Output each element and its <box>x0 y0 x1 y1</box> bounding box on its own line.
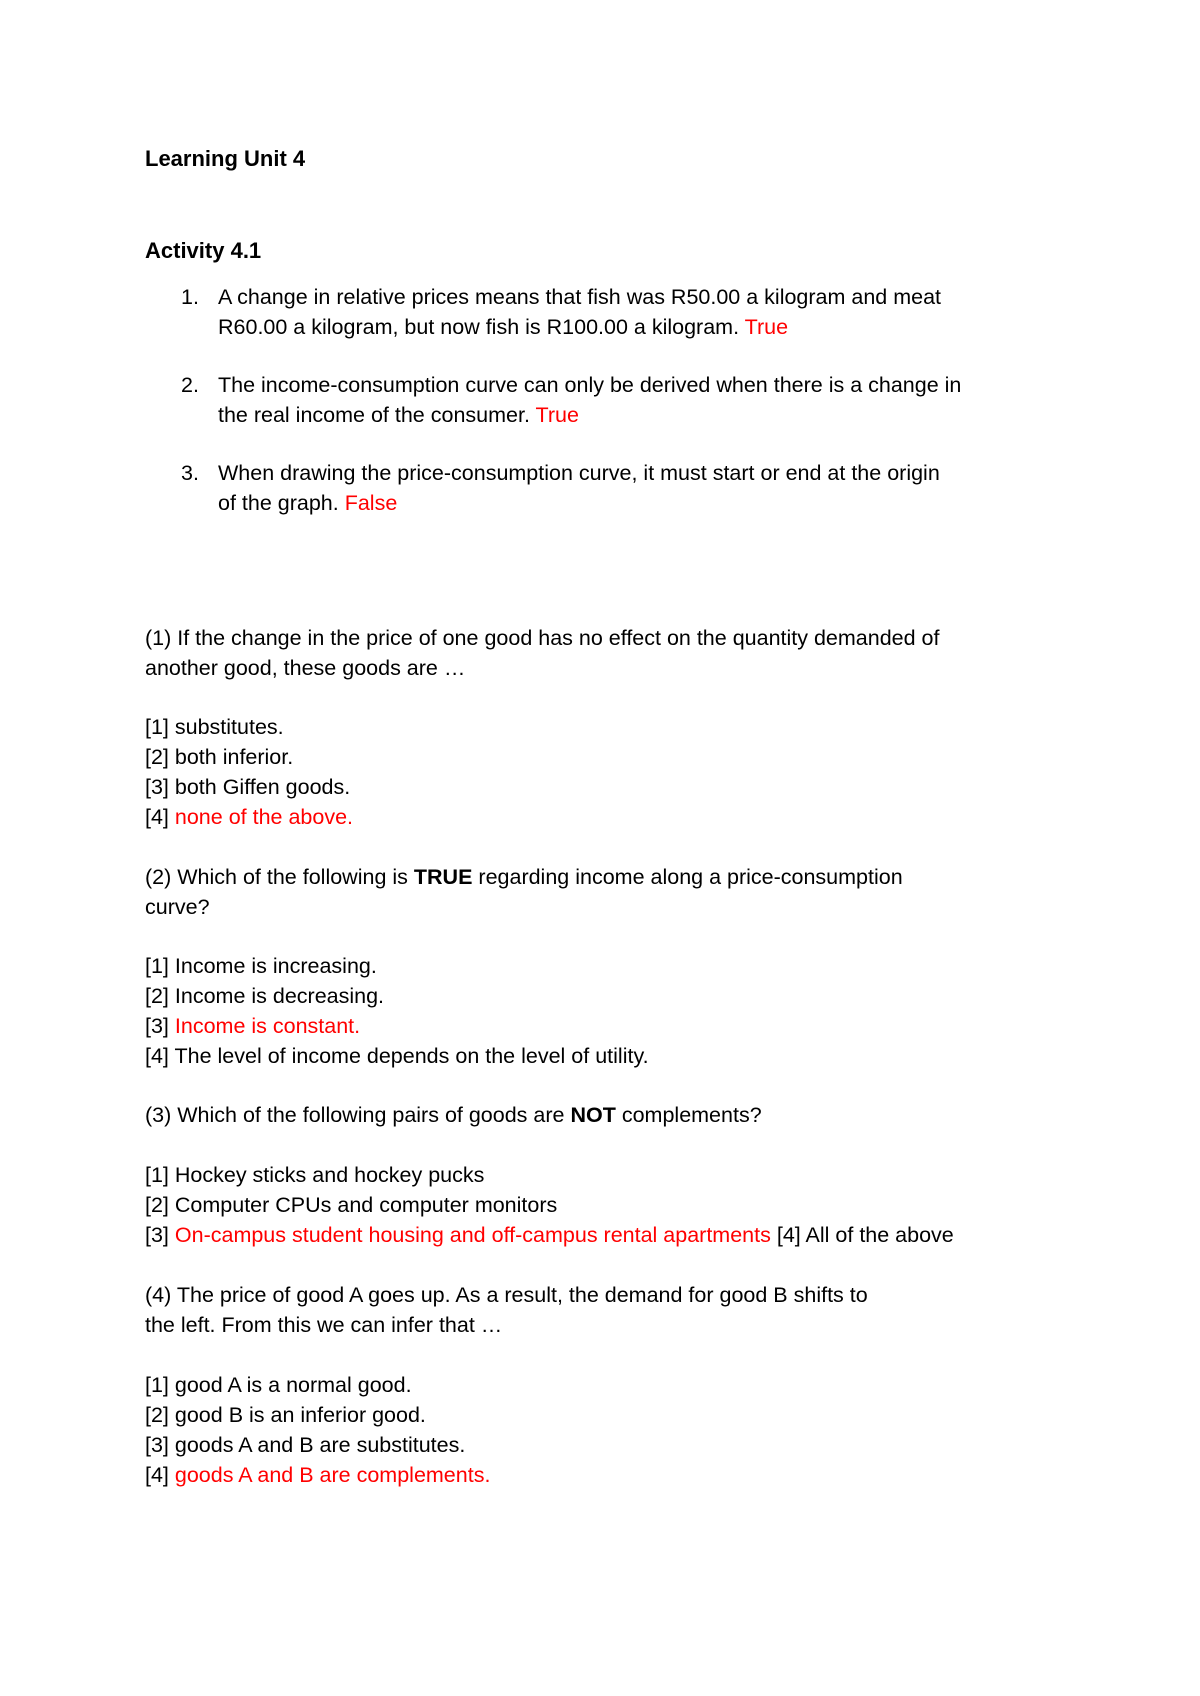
option-number: [2] <box>145 984 169 1008</box>
option-text: All of the above <box>805 1223 954 1247</box>
question-text: The price of good A goes up. As a result, the demand for good B shifts to <box>176 1283 868 1307</box>
option-number: [4] <box>776 1223 801 1247</box>
option-number: [4] <box>145 1463 169 1487</box>
mcq-question-4 <box>145 1280 868 1340</box>
correct-option-text: On-campus student housing and off-campus rental apartments <box>174 1223 771 1247</box>
tf-item-3 <box>181 458 940 518</box>
option-number: [3] <box>145 1433 169 1457</box>
option-number: [1] <box>145 715 169 739</box>
question-text: the left. From this we can infer that … <box>145 1313 503 1337</box>
page-title: Learning Unit 4 <box>145 146 306 171</box>
option-text: Computer CPUs and computer monitors <box>174 1193 558 1217</box>
option-item <box>145 951 649 981</box>
tf-item-number: 1. <box>181 285 199 309</box>
correct-option-text: none of the above. <box>174 805 354 829</box>
mcq-options-3 <box>145 1160 954 1250</box>
question-number: (4) <box>145 1283 172 1307</box>
option-number: [1] <box>145 954 169 978</box>
question-text: another good, these goods are … <box>145 656 466 680</box>
option-item <box>145 1220 954 1250</box>
option-item <box>145 1011 649 1041</box>
activity-heading: Activity 4.1 <box>145 238 262 263</box>
option-item <box>145 802 353 832</box>
option-number: [3] <box>145 1014 169 1038</box>
tf-item-2 <box>181 370 962 430</box>
tf-item-text: of the graph. <box>218 491 339 515</box>
mcq-question-1 <box>145 623 940 683</box>
mcq-options-4 <box>145 1370 490 1490</box>
option-number: [4] <box>145 1044 169 1068</box>
option-item <box>145 1190 954 1220</box>
mcq-options-1 <box>145 712 353 832</box>
option-text: both inferior. <box>174 745 294 769</box>
option-number: [2] <box>145 1193 169 1217</box>
option-text: Income is decreasing. <box>174 984 385 1008</box>
question-number: (3) <box>145 1103 172 1127</box>
question-emphasis: NOT <box>570 1103 616 1127</box>
question-number: (1) <box>145 626 172 650</box>
tf-item-text: When drawing the price-consumption curve, it must start or end at the origin <box>218 461 940 485</box>
option-number: [2] <box>145 745 169 769</box>
option-number: [1] <box>145 1373 169 1397</box>
option-text: good B is an inferior good. <box>174 1403 426 1427</box>
option-item <box>145 1160 954 1190</box>
option-text: Hockey sticks and hockey pucks <box>174 1163 485 1187</box>
tf-answer: True <box>744 315 789 339</box>
question-text: regarding income along a price-consumption <box>478 865 903 889</box>
option-text: substitutes. <box>174 715 284 739</box>
option-text: both Giffen goods. <box>174 775 351 799</box>
question-text: If the change in the price of one good has no effect on the quantity demanded of <box>177 626 940 650</box>
question-text: complements? <box>621 1103 762 1127</box>
question-emphasis: TRUE <box>413 865 473 889</box>
question-text: Which of the following is <box>177 865 408 889</box>
question-text: curve? <box>145 895 210 919</box>
option-item <box>145 981 649 1011</box>
tf-item-1 <box>181 282 942 342</box>
mcq-question-3 <box>145 1100 762 1130</box>
option-text: The level of income depends on the level of utility. <box>174 1044 649 1068</box>
correct-option-text: Income is constant. <box>174 1014 361 1038</box>
option-item <box>145 742 353 772</box>
tf-answer: True <box>535 403 579 427</box>
correct-option-text: goods A and B are complements. <box>174 1463 491 1487</box>
option-number: [4] <box>145 805 169 829</box>
tf-item-text: A change in relative prices means that fish was R50.00 a kilogram and meat <box>218 285 942 309</box>
option-text: good A is a normal good. <box>174 1373 412 1397</box>
option-number: [3] <box>145 1223 169 1247</box>
question-number: (2) <box>145 865 172 889</box>
option-item <box>145 1400 490 1430</box>
option-number: [2] <box>145 1403 169 1427</box>
tf-answer: False <box>344 491 398 515</box>
option-item <box>145 712 353 742</box>
mcq-question-2 <box>145 862 903 922</box>
option-number: [3] <box>145 775 169 799</box>
option-item <box>145 1430 490 1460</box>
option-text: Income is increasing. <box>174 954 377 978</box>
tf-item-number: 2. <box>181 373 199 397</box>
option-item <box>145 1041 649 1071</box>
tf-item-text: the real income of the consumer. <box>218 403 530 427</box>
option-number: [1] <box>145 1163 169 1187</box>
option-text: goods A and B are substitutes. <box>174 1433 466 1457</box>
tf-item-text: The income-consumption curve can only be derived when there is a change in <box>218 373 962 397</box>
mcq-options-2 <box>145 951 649 1071</box>
option-item <box>145 1460 490 1490</box>
option-item <box>145 772 353 802</box>
option-item <box>145 1370 490 1400</box>
tf-item-text: R60.00 a kilogram, but now fish is R100.00 a kilogram. <box>218 315 740 339</box>
tf-item-number: 3. <box>181 461 199 485</box>
question-text: Which of the following pairs of goods are <box>177 1103 565 1127</box>
